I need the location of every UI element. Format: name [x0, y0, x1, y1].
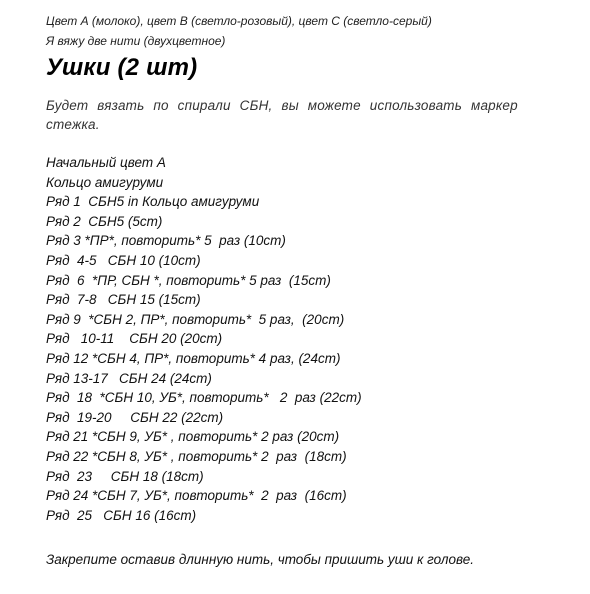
instruction-row: Ряд 12 *СБН 4, ПР*, повторить* 4 раз, (24cm): [46, 351, 341, 366]
intro-line-1: Будет вязать по спирали СБН, вы можете использовать маркер: [46, 98, 518, 113]
instruction-row: Ряд 2 СБН5 (5cm): [46, 213, 163, 229]
instruction-row: Ряд 25 СБН 16 (16cm): [46, 507, 197, 523]
closing-instruction: Закрепите оставив длинную нить, чтобы пришить уши к голове.: [46, 552, 475, 567]
instruction-row: Ряд 22 *СБН 8, УБ* , повторить* 2 раз (18cm): [46, 449, 347, 464]
instruction-row: Ряд 19-20 СБН 22 (22cm): [46, 409, 224, 425]
instruction-row: Ряд 4-5 СБН 10 (10cm): [46, 253, 201, 268]
instruction-row: Ряд 3 *ПР*, повторить* 5 раз (10cm): [46, 233, 286, 249]
instruction-row: Ряд 9 *СБН 2, ПР*, повторить* 5 раз, (20cm): [46, 311, 345, 327]
instruction-row: Ряд 23 СБН 18 (18cm): [46, 468, 204, 484]
yarn-note: Я вяжу две нити (двухцветное): [46, 34, 226, 48]
colors-line: Цвет А (молоко), цвет В (светло-розовый), цвет С (светло-серый): [46, 14, 432, 28]
instruction-row: Ряд 1 СБН5 in Кольцо амигуруми: [46, 194, 260, 210]
instruction-row: Ряд 21 *СБН 9, УБ* , повторить* 2 раз (20cm): [46, 429, 340, 445]
instruction-row: Ряд 13-17 СБН 24 (24cm): [46, 370, 212, 386]
instruction-row: Ряд 18 *СБН 10, УБ*, повторить* 2 раз (22cm): [46, 390, 362, 406]
instruction-heading: Начальный цвет А: [46, 155, 166, 170]
instruction-heading: Кольцо амигуруми: [46, 174, 164, 190]
instruction-row: Ряд 24 *СБН 7, УБ*, повторить* 2 раз (16cm): [46, 488, 347, 504]
instruction-row: Ряд 10-11 СБН 20 (20cm): [46, 331, 223, 347]
intro-line-2: стежка.: [46, 117, 100, 132]
instruction-row: Ряд 6 *ПР, СБН *, повторить* 5 раз (15cm): [46, 272, 331, 288]
section-title: Ушки (2 шт): [46, 54, 198, 81]
instruction-row: Ряд 7-8 СБН 15 (15cm): [46, 292, 201, 308]
